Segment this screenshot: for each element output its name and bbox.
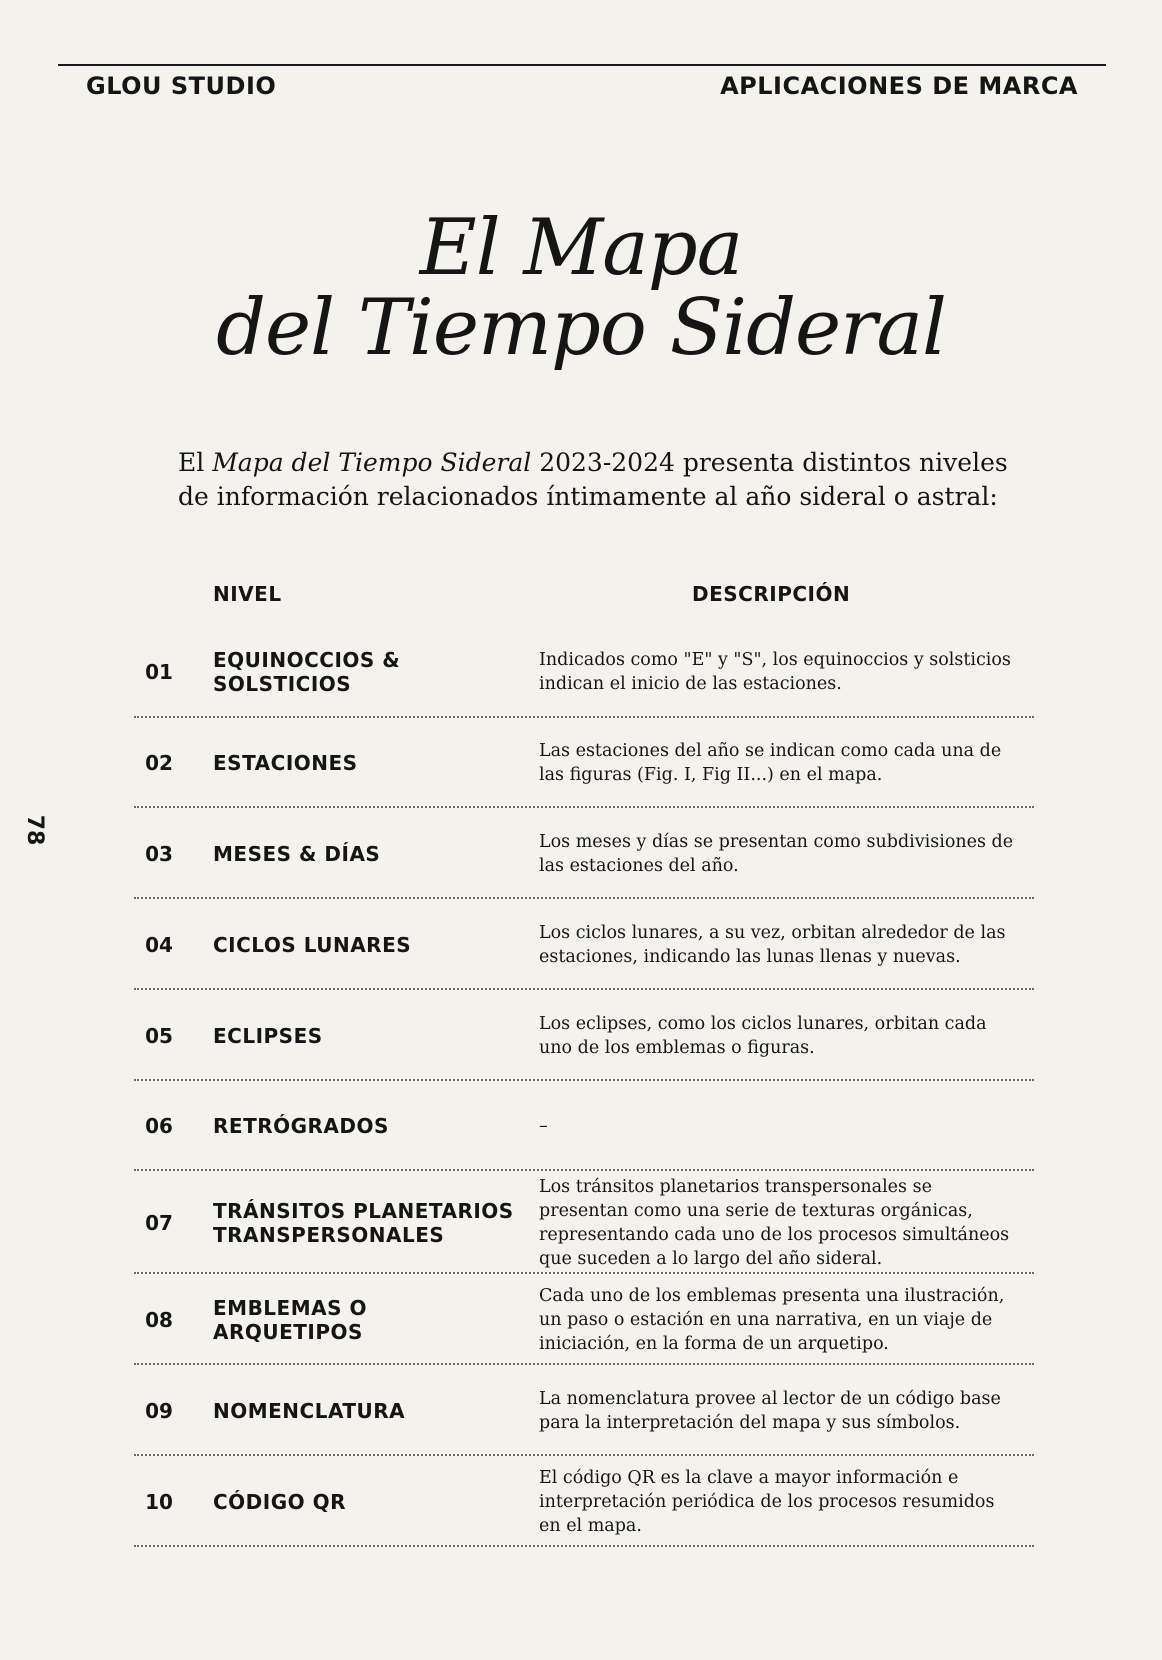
column-header-descripcion: DESCRIPCIÓN bbox=[692, 582, 851, 606]
row-level: EMBLEMAS O ARQUETIPOS bbox=[213, 1295, 367, 1344]
intro-line-1 bbox=[178, 446, 1008, 480]
intro-paragraph bbox=[178, 446, 1008, 514]
column-header-nivel: NIVEL bbox=[213, 582, 282, 606]
page-number: 78 bbox=[22, 814, 47, 846]
row-level: ECLIPSES bbox=[213, 1023, 323, 1048]
row-number: 10 bbox=[145, 1489, 173, 1514]
row-level: NOMENCLATURA bbox=[213, 1398, 406, 1423]
row-description: Los tránsitos planetarios transpersonales se presentan como una serie de texturas orgánicas, representando cada uno de los procesos simultáneos que suceden a lo largo del año sideral. bbox=[539, 1176, 1010, 1269]
row-number: 05 bbox=[145, 1023, 173, 1048]
page-title-line-1: El Mapa bbox=[419, 203, 743, 293]
row-description: El código QR es la clave a mayor información e interpretación periódica de los procesos resumidos en el mapa. bbox=[539, 1467, 995, 1536]
row-number: 06 bbox=[145, 1114, 173, 1138]
row-number: 04 bbox=[145, 932, 173, 957]
table-row bbox=[134, 1365, 1034, 1456]
brand-name: GLOU STUDIO bbox=[86, 72, 277, 100]
row-number: 03 bbox=[145, 841, 173, 866]
row-level: TRÁNSITOS PLANETARIOS TRANSPERSONALES bbox=[213, 1198, 514, 1247]
table-row bbox=[134, 1171, 1034, 1274]
row-number: 02 bbox=[145, 751, 173, 775]
intro-text-start: El bbox=[178, 448, 213, 477]
table-row bbox=[134, 1274, 1034, 1365]
row-description: Las estaciones del año se indican como cada una de las figuras (Fig. I, Fig II...) en el mapa. bbox=[539, 741, 1002, 785]
row-level: CÓDIGO QR bbox=[213, 1489, 347, 1514]
row-description: Los eclipses, como los ciclos lunares, orbitan cada uno de los emblemas o figuras. bbox=[539, 1013, 987, 1058]
table-row bbox=[134, 718, 1034, 808]
row-level: EQUINOCCIOS & SOLSTICIOS bbox=[213, 648, 401, 696]
row-level: MESES & DÍAS bbox=[213, 841, 381, 866]
table-row bbox=[134, 1456, 1034, 1547]
table-row bbox=[134, 808, 1034, 899]
row-level: ESTACIONES bbox=[213, 751, 358, 775]
table-row bbox=[134, 1081, 1034, 1171]
intro-line-2: de información relacionados íntimamente al año sideral o astral: bbox=[178, 482, 998, 511]
table-row bbox=[134, 899, 1034, 990]
row-description: – bbox=[539, 1116, 548, 1136]
header-rule bbox=[58, 64, 1106, 66]
row-level: RETRÓGRADOS bbox=[213, 1114, 389, 1138]
row-description: Indicados como "E" y "S", los equinoccios y solsticios indican el inicio de las estaciones. bbox=[539, 650, 1011, 694]
row-level: CICLOS LUNARES bbox=[213, 932, 412, 957]
row-number: 09 bbox=[145, 1398, 173, 1423]
row-description: Los ciclos lunares, a su vez, orbitan alrededor de las estaciones, indicando las lunas llenas y nuevas. bbox=[539, 922, 1006, 967]
row-number: 08 bbox=[145, 1307, 173, 1332]
table-row bbox=[134, 626, 1034, 718]
row-number: 07 bbox=[145, 1210, 173, 1235]
intro-text-end: 2023-2024 presenta distintos niveles bbox=[531, 448, 1008, 477]
page-title-line-2: del Tiempo Sideral bbox=[216, 283, 946, 373]
section-title: APLICACIONES DE MARCA bbox=[720, 72, 1078, 100]
intro-italic-title: Mapa del Tiempo Sideral bbox=[212, 448, 532, 477]
row-description: La nomenclatura provee al lector de un código base para la interpretación del mapa y sus símbolos. bbox=[539, 1388, 1001, 1433]
row-description: Cada uno de los emblemas presenta una ilustración, un paso o estación en una narrativa, en un viaje de iniciación, en la forma de un arquetipo. bbox=[539, 1285, 1005, 1354]
table-row bbox=[134, 990, 1034, 1081]
row-number: 01 bbox=[145, 660, 173, 684]
row-description: Los meses y días se presentan como subdivisiones de las estaciones del año. bbox=[539, 831, 1014, 876]
